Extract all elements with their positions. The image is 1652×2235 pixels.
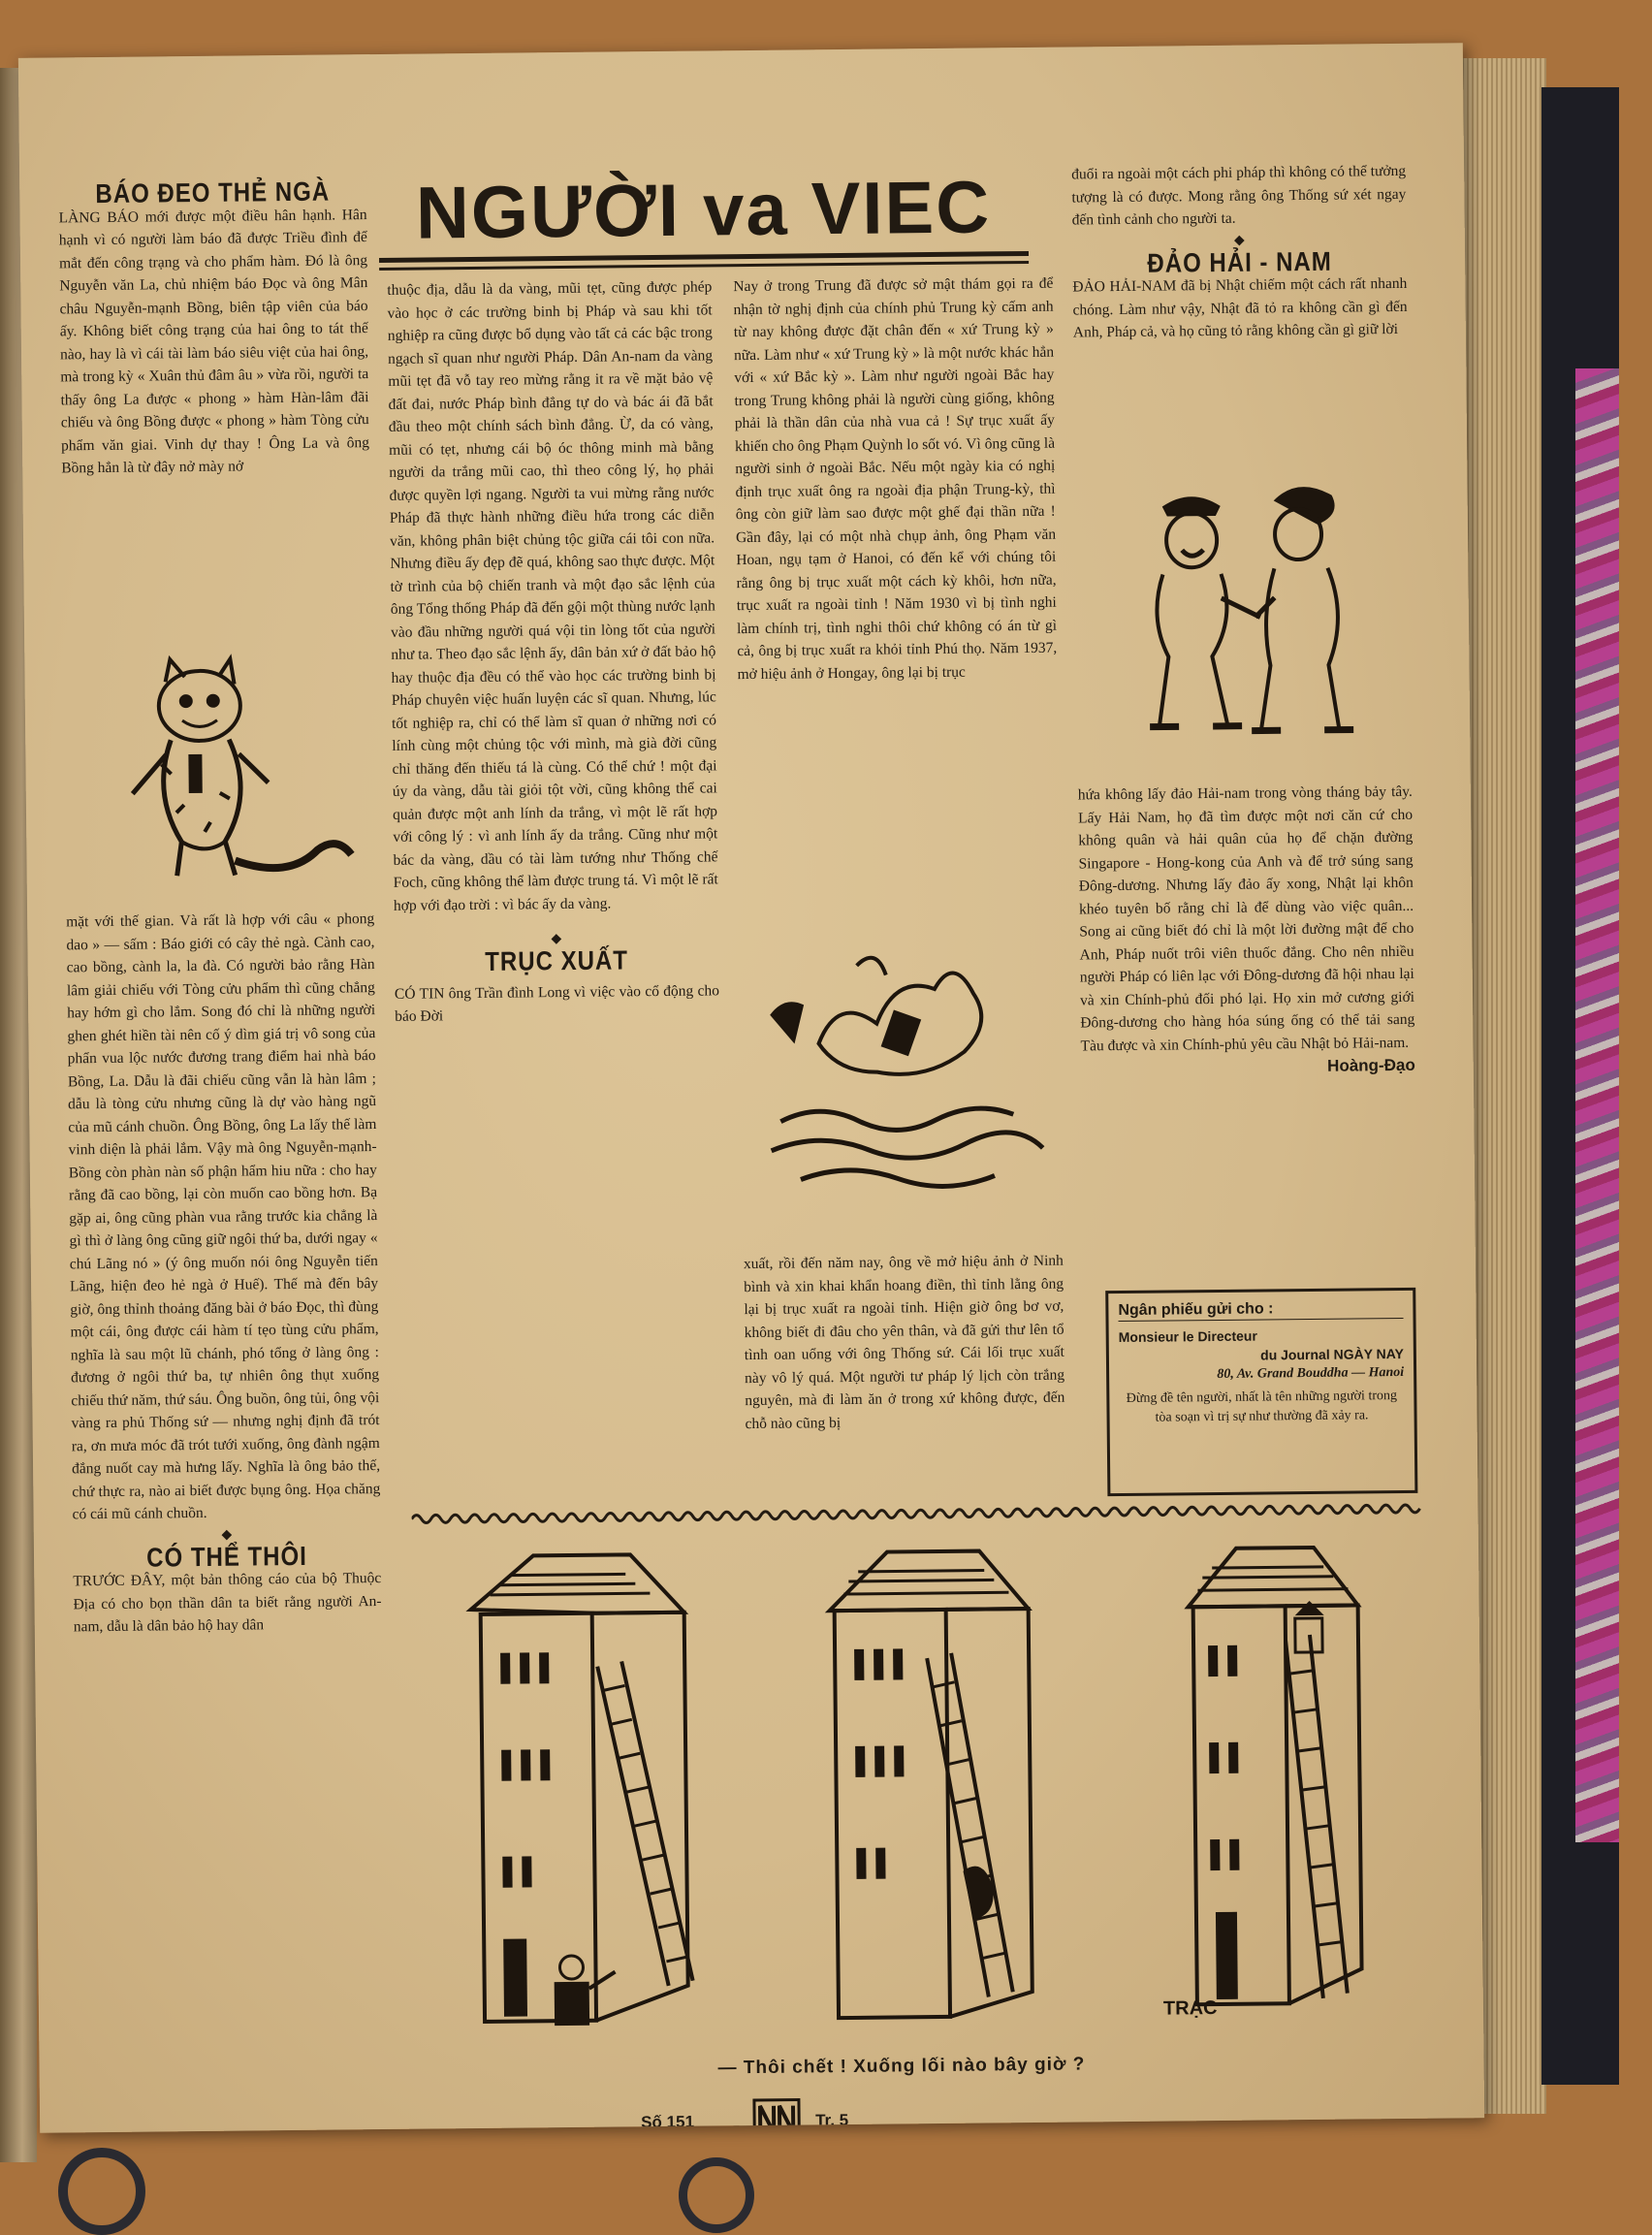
building-cartoon xyxy=(441,1532,1425,2047)
page-number: Tr. 5 xyxy=(815,2111,849,2130)
article-lead-truc-xuat: CÓ TIN ông Trần đình Long vì việc vào cổ động cho báo Đời xyxy=(394,981,720,1025)
column-4-continued xyxy=(1078,781,1415,1080)
article-body-dao-hai-nam: hứa không lấy đảo Hải-nam trong vòng tháng bảy tây. Lấy Hải Nam, họ đã tìm được một nơi căn cứ cho không quân và hải quân của họ để chặn đường Singapore - Hong-kong của Anh và để trở súng sang Đông-dương. Nhưng lấy đảo ấy xong, Nhật lại khôn khéo tuyên bố rằng chỉ là để dùng vào việc quân... Song ai cũng biết đó chỉ là một lời đường mật để cho Anh, Pháp nuốt trôi viên thuốc đắng. Cho nên nhiều người Pháp có liên lạc với Đông-dương đã hội nhau lại và xin Chính-phủ đối phó lại. Họ xin mở cương giới Đông-dương cho hàng hóa súng ống có thể tải sang Tàu được và xin Chính-phủ yêu cầu Nhật bỏ Hải-nam. xyxy=(1077,782,1415,1054)
article-title-dao-hai-nam: ĐẢO HẢI - NAM xyxy=(1147,246,1332,279)
marbled-endpaper xyxy=(1575,368,1619,1842)
column-1 xyxy=(58,176,370,480)
binder-ring-left xyxy=(58,2148,145,2235)
building-1 xyxy=(470,1554,693,2027)
title-rule-2 xyxy=(379,261,1029,271)
binder-ring-center xyxy=(679,2157,754,2233)
article-body-bao-deo-cont: mặt với thế gian. Và rất là hợp với câu « phong dao » — sấm : Báo giới có cây thẻ ngà. Cành cao, cao bồng, cành la, la đà. Có người bảo rằng Hàn lâm giải chiếu với Tòng cửu phẩm thì cũng chẳng hay hớm gì cho lắm. Song đó chỉ là những người ghen ghét hiền tài nên cố ý dìm giá trị vô song của phẩn vua lộc nước đương trang điểm hai nhà báo Bồng, La. Dẫu là đãi chiếu cũng vẫn là hàn lâm ; dẫu là tòng cửu nhưng cũng là dự vào hàng ngũ của mũ cánh chuồn. Ông Bồng, ông La lấy thế làm vinh diện là phải lắm. Vậy mà ông Nguyễn-mạnh-Bồng còn phàn nàn số phận hẩm hiu nữa : cho hay rằng đã cao bồng, lại còn muốn cao bồng hơn. Bạ gặp ai, ông cũng phàn vua rằng trước kia chẳng là gì thì ở làng ông cũng giữ ngôi thứ ba, dưới ngay « chú Lãng nó » (ý ông muốn nói ông Nguyễn tiến Lãng, hiện đeo hẻ ngà ở Huế). Thế mà đến bây giờ, ông thỉnh thoảng đăng bài ở báo Đọc, thì đùng một cái, ông được cái hàm tí tẹo tùng cửu phẩm, nghĩa là sau một lũ chánh, phó tổng ở làng ông : đương ở ngôi thứ ba, tự nhiên ông thụt xuống chiếu thứ năm, thứ sáu. Ông buồn, ông tủi, ông vội vàng ra phủ Thống sứ — nhưng nghị định đã trót ra, ơn mưa móc đã trót tưới xuống, ông đành ngậm đắng nuốt cay mà hưng lấy. Nghĩa là ông bảo thế, chứ thực ra, nào ai biết được bụng ông. Họa chăng có cái mũ cánh chuồn. xyxy=(66,910,381,1523)
notice-note: Đừng đề tên người, nhất là tên những người trong tòa soạn vì trị sự như thường đã xảy ra. xyxy=(1126,1389,1398,1425)
article-title-co-the-thoi: CÓ THỂ THÔI xyxy=(146,1541,308,1574)
newspaper-page xyxy=(18,43,1484,2132)
notice-title: Ngân phiếu gửi cho : xyxy=(1118,1298,1403,1322)
notice-line-3: 80, Av. Grand Bouddha — Hanoi xyxy=(1217,1364,1405,1382)
article-lead-dao-hai-nam: ĐẢO HẢI-NAM đã bị Nhật chiếm một cách rất nhanh chóng. Làm như vậy, Nhật đã tỏ ra không cần gì đến Anh, Pháp cả, và họ cũng tỏ rằng không cần gì giữ lời xyxy=(1072,274,1408,341)
cat-illustration xyxy=(121,646,357,890)
drowning-man-illustration xyxy=(759,935,1053,1219)
article-body-col2: thuộc địa, dẫu là da vàng, mũi tẹt, cũng được phép vào học ở các trường binh bị Pháp và sau khi tốt nghiệp ra cũng được bổ dụng vào tất cả các bậc trong ngạch sĩ quan như người Pháp. Dân An-nam da vàng mũi tẹt đã vỗ tay reo mừng rằng it ra về mặt bảo vệ đất đai, nước Pháp bình đẳng tự do và bác ái đã bắt đầu theo một chính sách bình đẳng. Ừ, da có vàng, mũi có tẹt, nhưng cái bộ óc thông minh mà bằng người da trắng mũi cao, thì theo công lý, họ phải được quyền lợi ngang. Người ta vui mừng rằng nước Pháp đã thực hành những điều hứa trong các diễn văn, không phân biệt chủng tộc giữa cái tôi con nữa. Nhưng điều ấy đẹp đẽ quá, không sao thực được. Một tờ trình của bộ chiến tranh và một đạo sắc lệnh của ông Tổng thống Pháp đã đến gội một thùng nước lạnh vào đầu những người quá vội tin lòng tốt của người như ta. Theo đạo sắc lệnh ấy, dân bản xứ ở đất bảo hộ hay thuộc địa đều có thể vào học các trường binh bị Pháp chuyên việc huấn luyện các sĩ quan. Nhưng, lúc tốt nghiệp ra, chỉ có thể làm sĩ quan ở những nơi có lính cùng một chủng tộc với mình, mà già đời cũng chỉ thăng đến thiếu tá là cùng. Có thể chứ ! một đại úy da vàng, dẫu tài giỏi tột vời, cũng không thể cai quản được một anh lính da trắng, vì một lẽ rất hợp với công lý : vì anh lính ấy da trắng. Cũng như một bác da vàng, dầu có tài làm tướng như Thống chế Foch, cũng không thể làm được trung tá. Vì một lẽ rất hợp với đạo trời : vì bác ấy da vàng. xyxy=(387,278,718,914)
article-body-co-the-thoi: TRƯỚC ĐÂY, một bản thông cáo của bộ Thuộc Địa có cho bọn thần dân ta biết rằng người An-nam, dẫu là dân bảo hộ hay dân xyxy=(73,1570,382,1636)
building-2 xyxy=(829,1550,1032,2018)
notice-line-2: du Journal NGÀY NAY xyxy=(1260,1345,1404,1363)
signature: Hoàng-Đạo xyxy=(1327,1055,1415,1075)
column-1-continued xyxy=(66,908,382,1639)
two-officers-illustration xyxy=(1094,470,1387,764)
article-title-bao-deo: BÁO ĐEO THẺ NGÀ xyxy=(95,176,331,210)
column-3 xyxy=(733,272,1057,686)
notice-line-1: Monsieur le Directeur xyxy=(1118,1327,1257,1346)
cartoon-caption: — Thôi chết ! Xuống lối nào bây giờ ? xyxy=(717,2054,1086,2079)
separator-diamond: ◆ xyxy=(551,932,562,947)
article-body-bao-deo: LÀNG BÁO mới được một điều hân hạnh. Hân hạnh vì có người làm báo đã được Triều đình để mắt đến công trạng và cho phẩm hàm. Đó là ông Nguyễn văn La, chủ nhiệm báo Đọc và ông Mân châu Nguyễn-mạnh Bồng, biên tập viên của báo ấy. Không biết công trạng của hai ông to tát thế nào, hay là vì cái tài làm báo siêu việt của hai ông, mà trong kỳ « Xuân thủ đâm âu » vừa rồi, người ta thấy ông La được « phong » hàm Hàn-lâm đãi chiếu và ông Bồng được « phong » hàm Tòng cửu phẩm văn giai. Vinh dự thay ! Ông La và ông Bồng hẳn là từ đây nở mày nở xyxy=(58,206,370,477)
column-3-continued xyxy=(744,1250,1065,1435)
article-body-col4-top: đuổi ra ngoài một cách phi pháp thì không có thể tưởng tượng là có được. Mong rằng ông Thống sứ xét ngay đến tình cảnh cho người ta. xyxy=(1071,162,1407,229)
separator-diamond: ◆ xyxy=(221,1527,233,1543)
separator-diamond: ◆ xyxy=(1233,233,1245,248)
article-body-truc-xuat: Nay ở trong Trung đã được sở mật thám gọi ra để nhận tờ nghị định của chính phủ Trung kỳ cấm anh từ nay không được đặt chân đến « xứ Trung kỳ » nữa. Làm như « xứ Trung kỳ » là một nước khác hẳn với « xứ Bắc kỳ ». Làm như người ngoài Bắc hay trong Trung không phải là người cùng giống, không phải là thần dân của nhà vua cả ! Sự trục xuất ấy khiến cho ông Phạm Quỳnh lo sốt vó. Vì ông cũng là người sinh ở ngoài Bắc. Nếu một ngày kia có nghị định trục xuất ông ra ngoài địa phận Trung-kỳ, thì ông còn giữ làm sao được một ghế đại thần nữa ! Gần đây, lại có một nhà chụp ảnh, ông Phạm văn Hoan, ngụ tạm ở Hanoi, có đến kể với chúng tôi rằng ông bị trục xuất một cách kỳ khôi, hơn nữa, trục xuất ra ngoài tỉnh ! Năm 1930 vì bị tình nghi làm chính trị, tình nghi thôi chứ không có án từ gì cả, ông bị trục xuất ra khỏi tỉnh Phú thọ. Năm 1937, mở hiệu ảnh ở Hongay, ông lại bị trục xyxy=(733,274,1058,683)
money-order-notice xyxy=(1105,1288,1417,1496)
article-body-truc-xuat-cont: xuất, rồi đến năm nay, ông về mở hiệu ảnh ở Ninh bình và xin khai khẩn hoang điền, thì tỉnh lằng ông lại bị trục xuất ra ngoài tỉnh. Hiện giờ ông bơ vơ, không biết đi đâu cho yên thân, và đã gửi thư lên tổ tình oan uổng với ông Thống sứ. Cái lối trục xuất này vô lý quá. Một người tư pháp lý lịch còn trắng nguyên, mà đi làm ăn ở trong xứ không được, đến chỗ nào cũng bị xyxy=(743,1252,1065,1432)
building-3 xyxy=(1188,1547,1362,2004)
column-2 xyxy=(387,275,719,1028)
column-4 xyxy=(1071,160,1408,344)
wavy-separator xyxy=(412,1501,1425,1527)
article-title-truc-xuat: TRỤC XUẤT xyxy=(485,945,629,977)
page-title: NGƯỜI va VIEC xyxy=(415,166,992,255)
issue-number: Số 151 xyxy=(641,2112,695,2132)
cartoon-artist: TRẠC xyxy=(1162,1997,1218,2020)
ngay-nay-logo-icon xyxy=(752,2098,801,2133)
